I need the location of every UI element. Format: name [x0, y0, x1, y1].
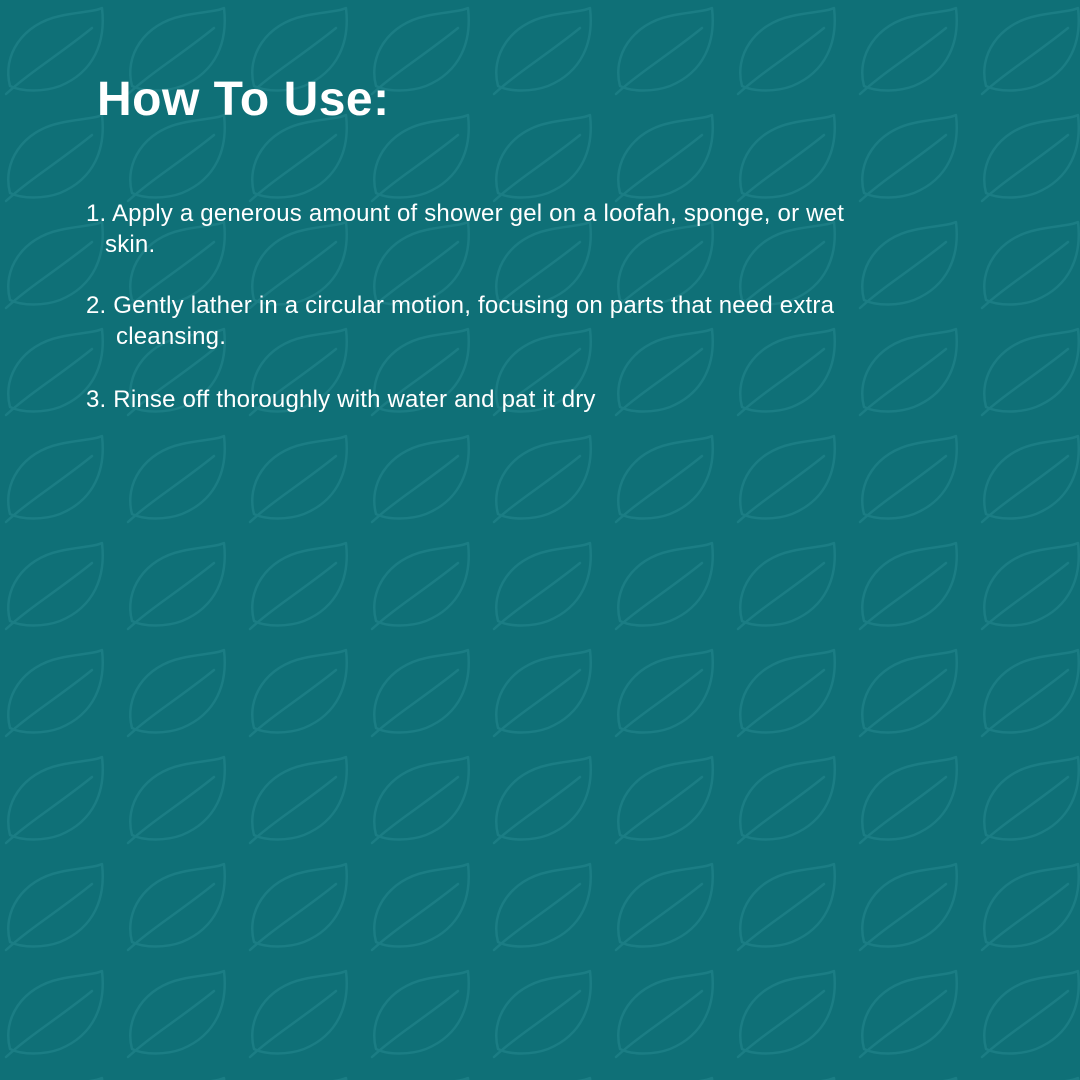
step-item — [86, 198, 1006, 260]
step-item — [86, 290, 1006, 352]
step-item — [86, 384, 1006, 415]
step-text: 1. Apply a generous amount of shower gel on a loofah, sponge, or wet — [86, 200, 845, 227]
page-title: How To Use: — [97, 73, 390, 126]
step-text: 2. Gently lather in a circular motion, focusing on parts that need extra — [86, 292, 835, 319]
step-text: 3. Rinse off thoroughly with water and pat it dry — [86, 386, 596, 413]
step-text-continued: skin. — [105, 231, 156, 258]
step-text-continued: cleansing. — [116, 323, 227, 350]
